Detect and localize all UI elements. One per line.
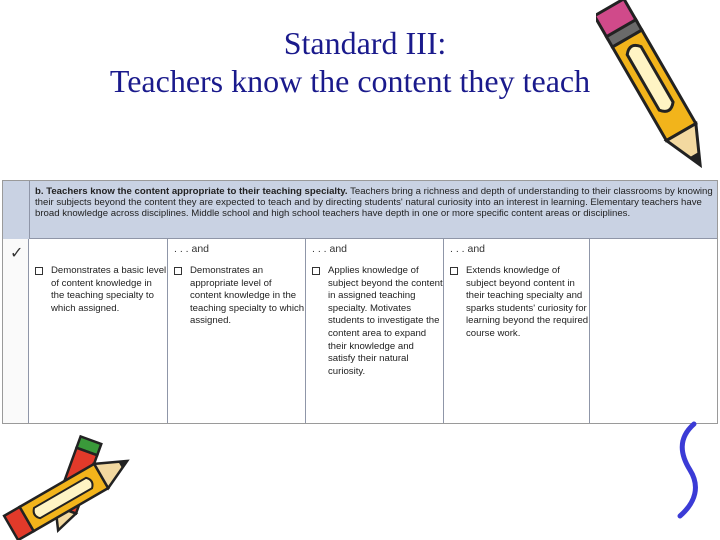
rubric-table — [2, 180, 718, 424]
rubric-column-5-empty — [590, 239, 717, 423]
pencil-clipart-icon — [596, 0, 720, 180]
rubric-header-body: Teachers bring a richness and depth of understanding to their classrooms by knowing their subjects beyond the content they are expected to teach and by directing students' natural curiosity into an interest in learning. Elementary teachers have broad knowledge across disciplines. Middle school and high school teachers have depth in one or more specific content areas or disciplines. — [35, 186, 713, 220]
title-line-1: Standard III: — [283, 25, 447, 61]
rubric-column-4 — [444, 239, 590, 423]
rubric-item-text: Demonstrates an appropriate level of content knowledge in the teaching specialty to which assigned. — [190, 265, 305, 327]
checkbox-icon — [450, 267, 458, 275]
pencils-clipart-icon — [0, 434, 150, 540]
rubric-header-text — [35, 186, 715, 220]
rubric-column-3 — [306, 239, 444, 423]
check-mark-icon: ✓ — [10, 245, 24, 262]
checkbox-icon — [174, 267, 182, 275]
and-label: . . . and — [312, 243, 348, 255]
squiggle-decoration-icon — [672, 420, 712, 520]
rubric-header-bold: b. Teachers know the content appropriate to their teaching specialty. — [35, 186, 348, 197]
rubric-item-text: Extends knowledge of subject beyond content in their teaching specialty and sparks students' curiosity for learning beyond the required course work. — [466, 265, 589, 339]
rubric-item — [312, 265, 443, 378]
and-label: . . . and — [174, 243, 210, 255]
rubric-header-corner — [3, 181, 30, 239]
rubric-item — [174, 265, 305, 328]
title-line-2: Teachers know the content they teach — [109, 63, 591, 99]
rubric-column-2 — [168, 239, 306, 423]
checkbox-icon — [35, 267, 43, 275]
rubric-item — [450, 265, 589, 341]
rubric-item-text: Demonstrates a basic level of content knowledge in the teaching specialty to which assigned. — [51, 265, 167, 314]
rubric-item-text: Applies knowledge of subject beyond the content in assigned teaching specialty. Motivates students to investigate the content area to expand their knowledge and satisfy their natural curiosity. — [328, 265, 443, 377]
rubric-column-1 — [29, 239, 168, 423]
rubric-item — [35, 265, 167, 315]
check-column — [3, 239, 29, 423]
checkbox-icon — [312, 267, 320, 275]
and-label: . . . and — [450, 243, 486, 255]
rubric-header — [3, 181, 717, 239]
